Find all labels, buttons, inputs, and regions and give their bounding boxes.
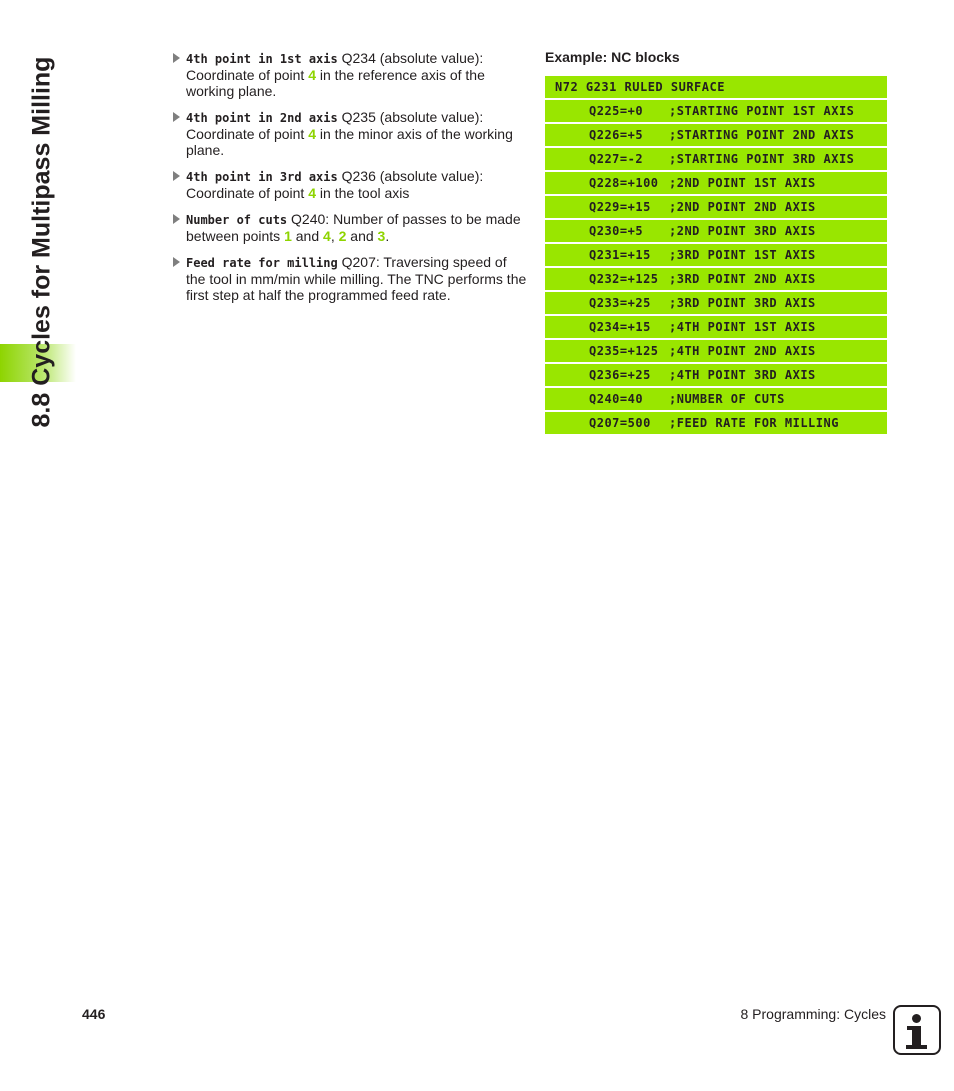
nc-parameter: Q233=+25: [589, 296, 651, 310]
parameter-code: 4th point in 1st axis: [186, 52, 338, 66]
nc-comment: ;3RD POINT 1ST AXIS: [669, 248, 816, 262]
page-number: 446: [82, 1006, 106, 1022]
nc-comment: ;STARTING POINT 3RD AXIS: [669, 152, 855, 166]
point-number: 4: [308, 126, 316, 142]
triangle-right-icon: [173, 214, 180, 224]
nc-parameter: Q228=+100: [589, 176, 659, 190]
example-label: Example: NC blocks: [545, 49, 680, 65]
nc-comment: ;4TH POINT 3RD AXIS: [669, 368, 816, 382]
parameter-description: Q240: Number of passes to be made between points: [186, 211, 521, 244]
nc-parameter: Q229=+15: [589, 200, 651, 214]
nc-block-line: [545, 316, 887, 338]
parameter-description: and: [346, 228, 378, 244]
section-title-vertical: [10, 52, 74, 432]
point-number: 4: [323, 228, 331, 244]
nc-blocks: [545, 76, 887, 436]
parameter-description: Q207: Traversing speed of the tool in mm/min while milling. The TNC performs the first step at half the programmed feed rate.: [186, 254, 527, 303]
section-title: 8.8 Cycles for Multipass Milling: [27, 56, 56, 428]
parameter-description: in the reference axis of the working plane.: [186, 67, 485, 99]
nc-comment: ;2ND POINT 2ND AXIS: [669, 200, 816, 214]
parameter-item: [172, 109, 528, 158]
parameter-code: 4th point in 2nd axis: [186, 111, 338, 125]
nc-parameter: Q240=40: [589, 392, 644, 406]
nc-parameter: Q236=+25: [589, 368, 651, 382]
nc-block-line: [545, 340, 887, 362]
nc-comment: ;FEED RATE FOR MILLING: [669, 416, 839, 430]
parameter-item: [172, 50, 528, 99]
parameter-description: Q235 (absolute value): Coordinate of point: [186, 109, 484, 142]
nc-block-line: [545, 172, 887, 194]
point-number: 3: [377, 228, 386, 244]
nc-block-line: [545, 412, 887, 434]
triangle-right-icon: [173, 171, 180, 181]
nc-parameter: Q225=+0: [589, 104, 644, 118]
nc-block-line: [545, 244, 887, 266]
info-icon: [893, 1005, 941, 1055]
parameter-description: ,: [330, 228, 339, 244]
parameter-description: .: [385, 228, 390, 244]
point-number: 2: [338, 228, 347, 244]
nc-block-line: [545, 124, 887, 146]
parameter-description: in the minor axis of the working plane.: [186, 126, 513, 158]
nc-comment: ;4TH POINT 2ND AXIS: [669, 344, 816, 358]
nc-parameter: Q207=500: [589, 416, 651, 430]
nc-comment: ;3RD POINT 2ND AXIS: [669, 272, 816, 286]
parameter-description: in the tool axis: [316, 185, 410, 201]
chapter-title: 8 Programming: Cycles: [740, 1006, 886, 1022]
nc-block-line: [545, 388, 887, 410]
triangle-right-icon: [173, 257, 180, 267]
nc-parameter: Q230=+5: [589, 224, 644, 238]
nc-comment: ;2ND POINT 3RD AXIS: [669, 224, 816, 238]
nc-comment: ;2ND POINT 1ST AXIS: [669, 176, 816, 190]
nc-parameter: Q227=-2: [589, 152, 644, 166]
nc-parameter: Q232=+125: [589, 272, 659, 286]
parameter-code: 4th point in 3rd axis: [186, 170, 338, 184]
triangle-right-icon: [173, 112, 180, 122]
parameter-description: Q234 (absolute value): Coordinate of point: [186, 50, 484, 83]
parameter-item: [172, 211, 528, 244]
nc-block-line: [545, 220, 887, 242]
nc-comment: ;STARTING POINT 2ND AXIS: [669, 128, 855, 142]
nc-comment: ;4TH POINT 1ST AXIS: [669, 320, 816, 334]
parameter-item: [172, 168, 528, 201]
nc-parameter: Q231=+15: [589, 248, 651, 262]
triangle-right-icon: [173, 53, 180, 63]
parameter-code: Number of cuts: [186, 213, 288, 227]
parameter-description: Q236 (absolute value): Coordinate of point: [186, 168, 484, 201]
nc-block-line: [545, 148, 887, 170]
nc-block-line: [545, 364, 887, 386]
nc-block-line: [545, 196, 887, 218]
nc-parameter: Q235=+125: [589, 344, 659, 358]
point-number: 1: [284, 228, 292, 244]
nc-block-line: [545, 292, 887, 314]
parameter-code: Feed rate for milling: [186, 256, 338, 270]
parameter-description: and: [291, 228, 324, 244]
nc-block-header: N72 G231 RULED SURFACE: [545, 76, 887, 98]
nc-comment: ;NUMBER OF CUTS: [669, 392, 785, 406]
nc-block-line: [545, 100, 887, 122]
nc-parameter: Q226=+5: [589, 128, 644, 142]
parameter-list: [172, 50, 528, 313]
nc-block-line: [545, 268, 887, 290]
point-number: 4: [308, 67, 316, 83]
parameter-item: [172, 254, 528, 303]
nc-parameter: Q234=+15: [589, 320, 651, 334]
point-number: 4: [308, 185, 316, 201]
nc-comment: ;STARTING POINT 1ST AXIS: [669, 104, 855, 118]
nc-comment: ;3RD POINT 3RD AXIS: [669, 296, 816, 310]
